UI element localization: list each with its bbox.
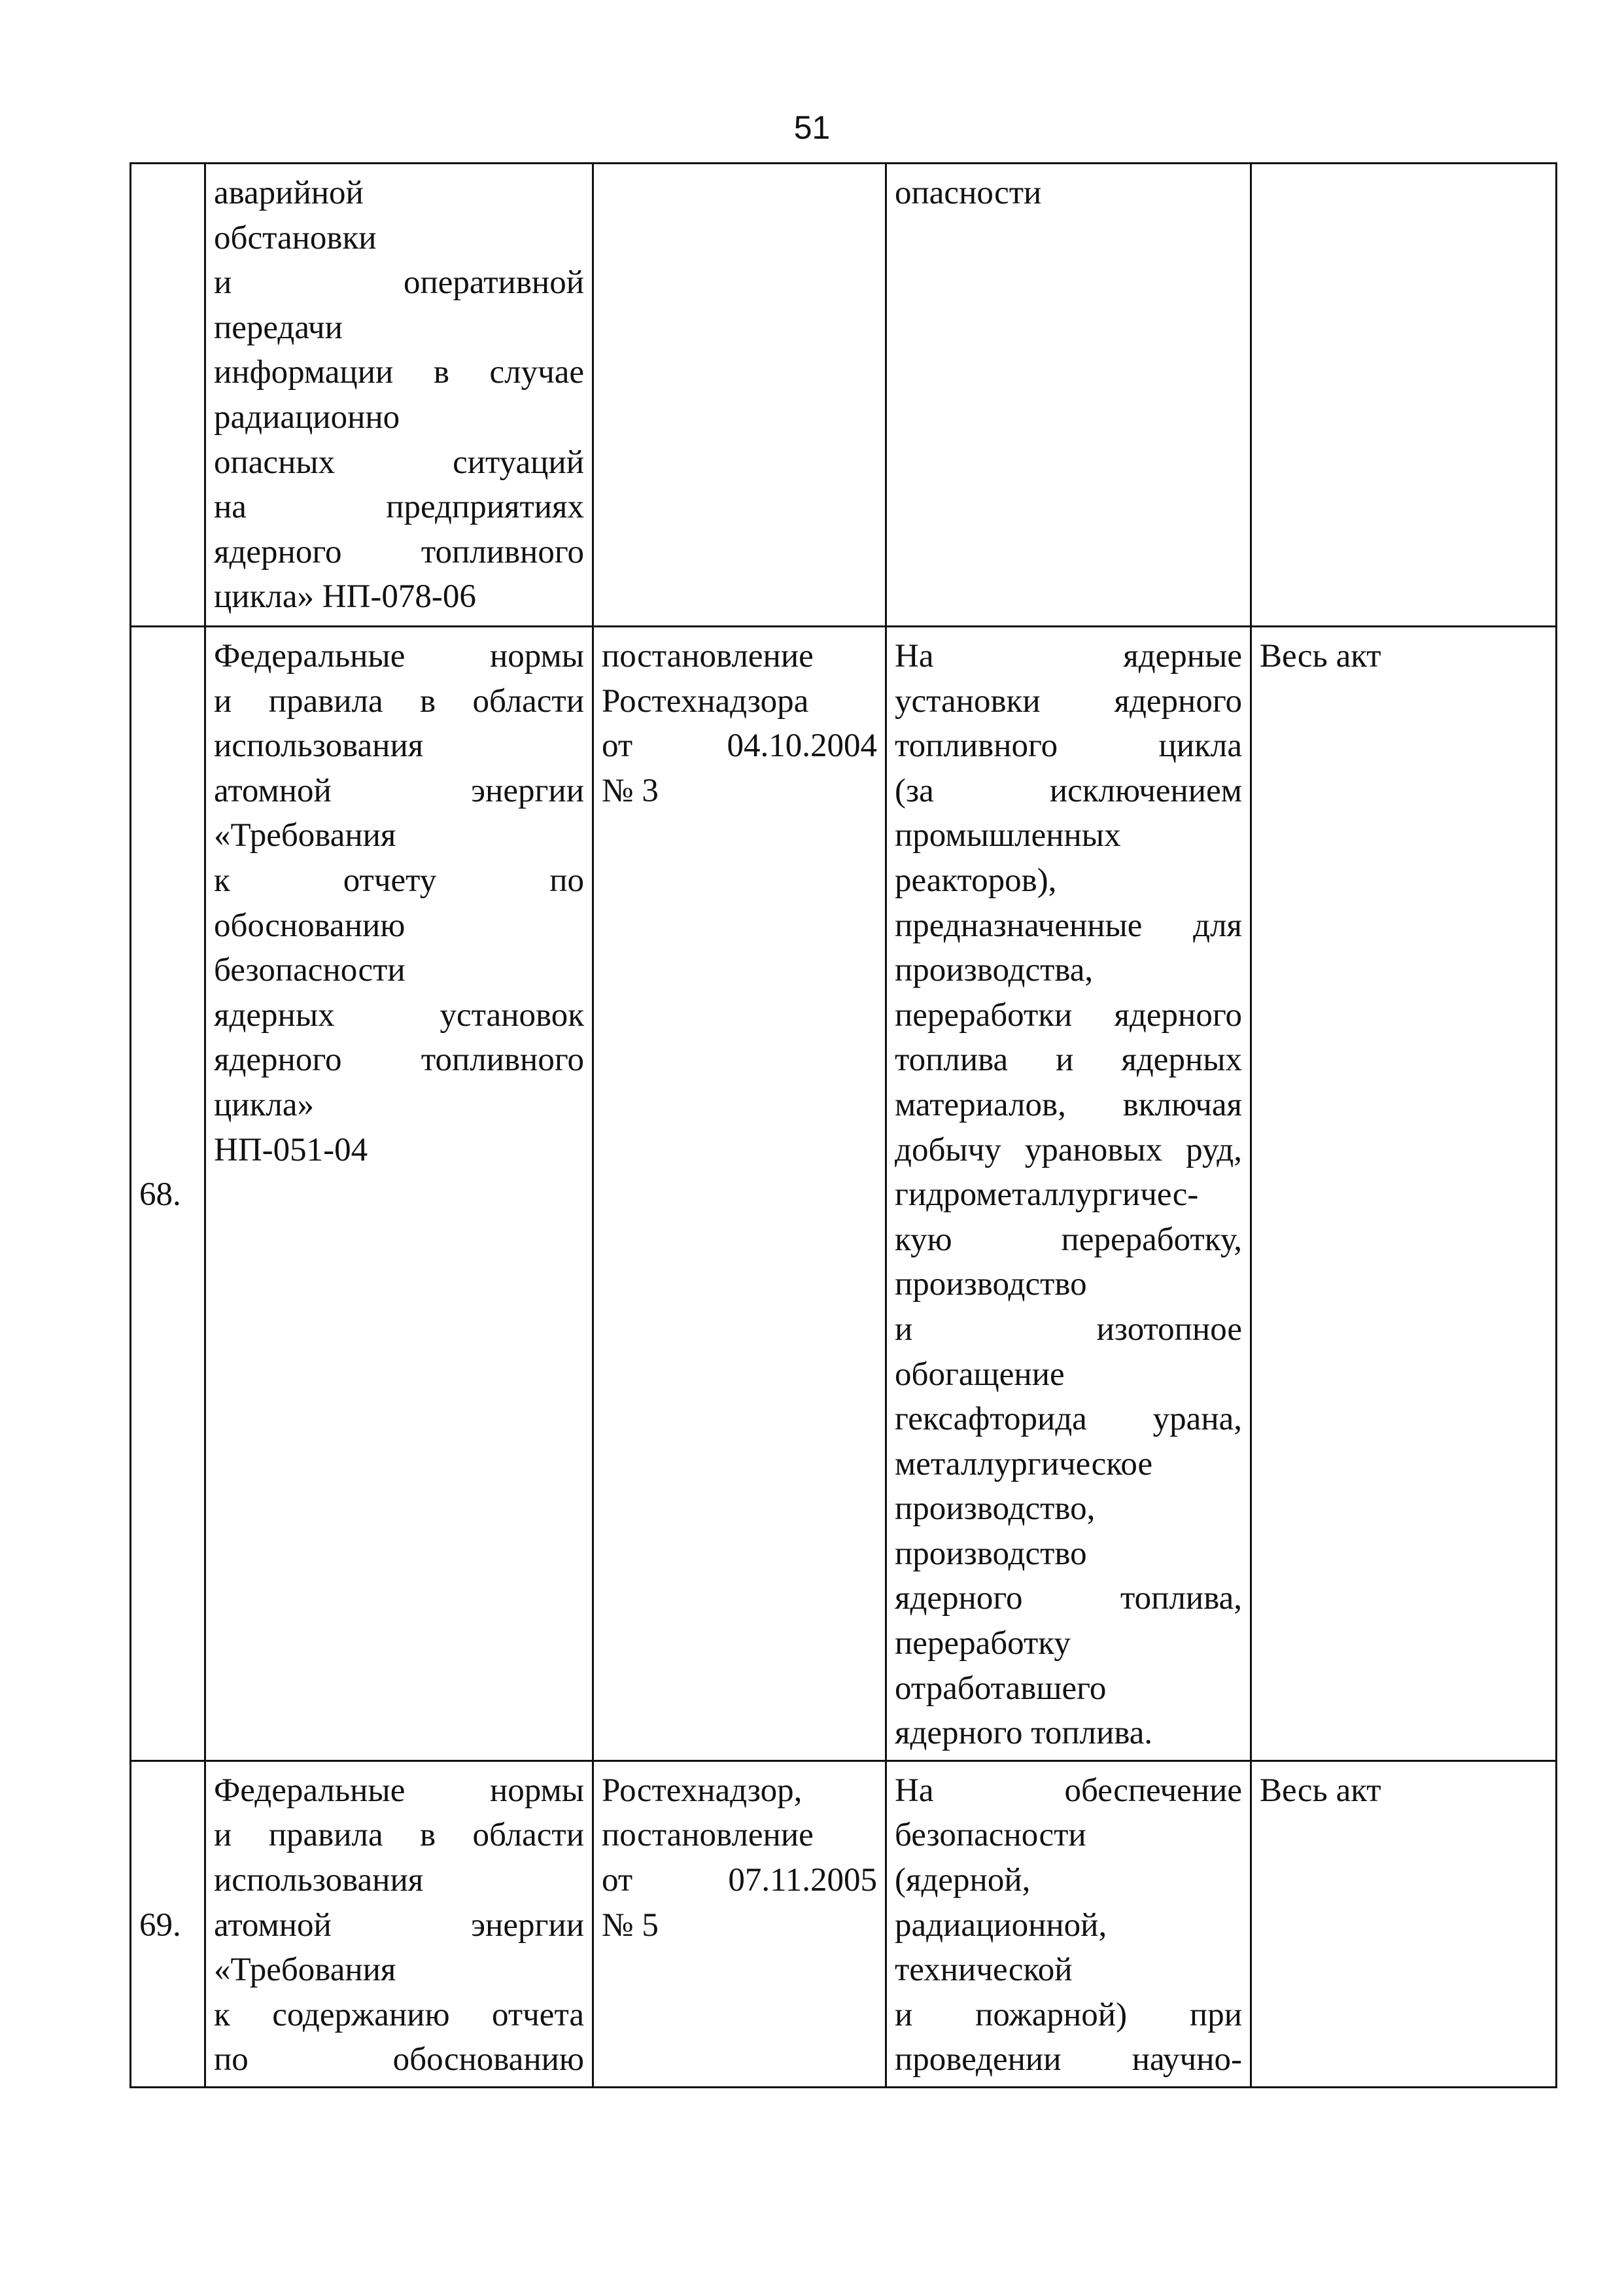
act-scope-line: промышленных: [895, 817, 1121, 854]
act-scope-line: предназначенные для: [895, 907, 1242, 944]
act-scope-line: производство,: [895, 1490, 1096, 1528]
act-scope-line: материалов, включая: [895, 1086, 1242, 1123]
act-basis-line: № 3: [602, 772, 659, 809]
act-name: [205, 627, 593, 1761]
act-scope: [886, 627, 1251, 1761]
act-scope-line: установки ядерного: [895, 682, 1242, 720]
act-scope-line: радиационной,: [895, 1906, 1107, 1944]
act-scope: [886, 1761, 1251, 2087]
table-row: [131, 1761, 1557, 2087]
act-name-line: атомной энергии: [214, 772, 584, 809]
act-name: [205, 164, 593, 627]
table-row: [131, 164, 1557, 627]
act-scope-line: производство: [895, 1535, 1087, 1572]
act-scope-line: (ядерной,: [895, 1862, 1031, 1899]
act-name-line: радиационно: [214, 398, 400, 436]
legal-acts-table: [130, 162, 1557, 2088]
act-name-line: и правила в области: [214, 682, 584, 720]
act-extent: Весь акт: [1251, 1761, 1557, 2087]
act-name-line: Федеральные нормы: [214, 638, 584, 674]
act-basis-line: от 04.10.2004: [602, 727, 877, 765]
act-name-line: опасных ситуаций: [214, 444, 584, 481]
act-name-line: ядерных установок: [214, 996, 584, 1034]
act-basis-line: Ростехнадзора: [602, 682, 809, 720]
act-basis: [593, 164, 886, 627]
act-name: [205, 1761, 593, 2087]
act-basis-line: постановление: [602, 1817, 814, 1854]
act-name-line: к содержанию отчета: [214, 1996, 584, 2033]
act-name-line: НП-051-04: [214, 1131, 368, 1168]
act-name-line: «Требования: [214, 817, 396, 854]
act-extent: [1251, 164, 1557, 627]
act-scope-line: безопасности: [895, 1817, 1086, 1854]
act-scope-line: переработку: [895, 1625, 1071, 1662]
act-name-line: по обоснованию: [214, 2041, 584, 2078]
act-basis-line: Ростехнадзор,: [602, 1772, 803, 1809]
act-name-line: ядерного топливного: [214, 533, 584, 570]
act-scope-line: ядерного топлива,: [895, 1580, 1242, 1617]
act-scope-line: и пожарной) при: [895, 1996, 1242, 2033]
act-name-line: на предприятиях: [214, 489, 584, 526]
table-row: [131, 627, 1557, 1761]
row-number: [131, 164, 205, 627]
act-scope-line: топливного цикла: [895, 727, 1242, 765]
act-scope-line: опасности: [895, 175, 1042, 211]
act-name-line: использования: [214, 727, 424, 765]
act-scope-line: обогащение: [895, 1356, 1065, 1393]
act-name-line: обоснованию: [214, 907, 406, 944]
act-basis-line: от 07.11.2005: [602, 1862, 877, 1899]
act-name-line: передачи: [214, 309, 343, 346]
act-scope-line: ядерного топлива.: [895, 1715, 1153, 1752]
act-name-line: атомной энергии: [214, 1906, 584, 1944]
act-name-line: Федеральные нормы: [214, 1772, 584, 1809]
act-scope-line: производство: [895, 1266, 1087, 1303]
act-basis: [593, 627, 886, 1761]
act-name-line: и оперативной: [214, 264, 584, 302]
page-number: 51: [793, 109, 831, 146]
act-scope-line: добычу урановых руд,: [895, 1131, 1242, 1168]
act-name-line: обстановки: [214, 219, 377, 256]
act-scope-line: гексафторида урана,: [895, 1401, 1242, 1438]
act-scope-line: реакторов),: [895, 862, 1057, 899]
act-scope-line: и изотопное: [895, 1310, 1242, 1348]
act-scope-line: металлургическое: [895, 1445, 1153, 1482]
act-basis: [593, 1761, 886, 2087]
act-scope-line: кую переработку,: [895, 1221, 1242, 1258]
act-scope-line: На обеспечение: [895, 1772, 1242, 1809]
act-extent: Весь акт: [1251, 627, 1557, 1761]
act-name-line: к отчету по: [214, 862, 584, 899]
act-scope-line: гидрометаллургичес-: [895, 1176, 1199, 1214]
act-scope-line: отработавшего: [895, 1670, 1107, 1707]
act-scope-line: производства,: [895, 952, 1094, 989]
act-scope-line: проведении научно-: [895, 2041, 1242, 2078]
act-scope-line: переработки ядерного: [895, 996, 1242, 1034]
act-basis-line: постановление: [602, 638, 814, 674]
row-number: 69.: [131, 1761, 205, 2087]
act-name-line: цикла» НП-078-06: [214, 578, 476, 616]
act-name-line: и правила в области: [214, 1817, 584, 1854]
act-name-line: информации в случае: [214, 354, 584, 391]
act-scope-line: (за исключением: [895, 772, 1242, 809]
act-scope: [886, 164, 1251, 627]
act-scope-line: На ядерные: [895, 638, 1242, 674]
row-number: 68.: [131, 627, 205, 1761]
act-name-line: аварийной: [214, 175, 364, 211]
act-name-line: цикла»: [214, 1086, 314, 1123]
act-name-line: «Требования: [214, 1952, 396, 1989]
act-scope-line: технической: [895, 1952, 1073, 1989]
act-name-line: ядерного топливного: [214, 1042, 584, 1079]
act-name-line: безопасности: [214, 952, 406, 989]
act-scope-line: топлива и ядерных: [895, 1042, 1242, 1079]
act-name-line: использования: [214, 1862, 424, 1899]
act-basis-line: № 5: [602, 1906, 659, 1944]
